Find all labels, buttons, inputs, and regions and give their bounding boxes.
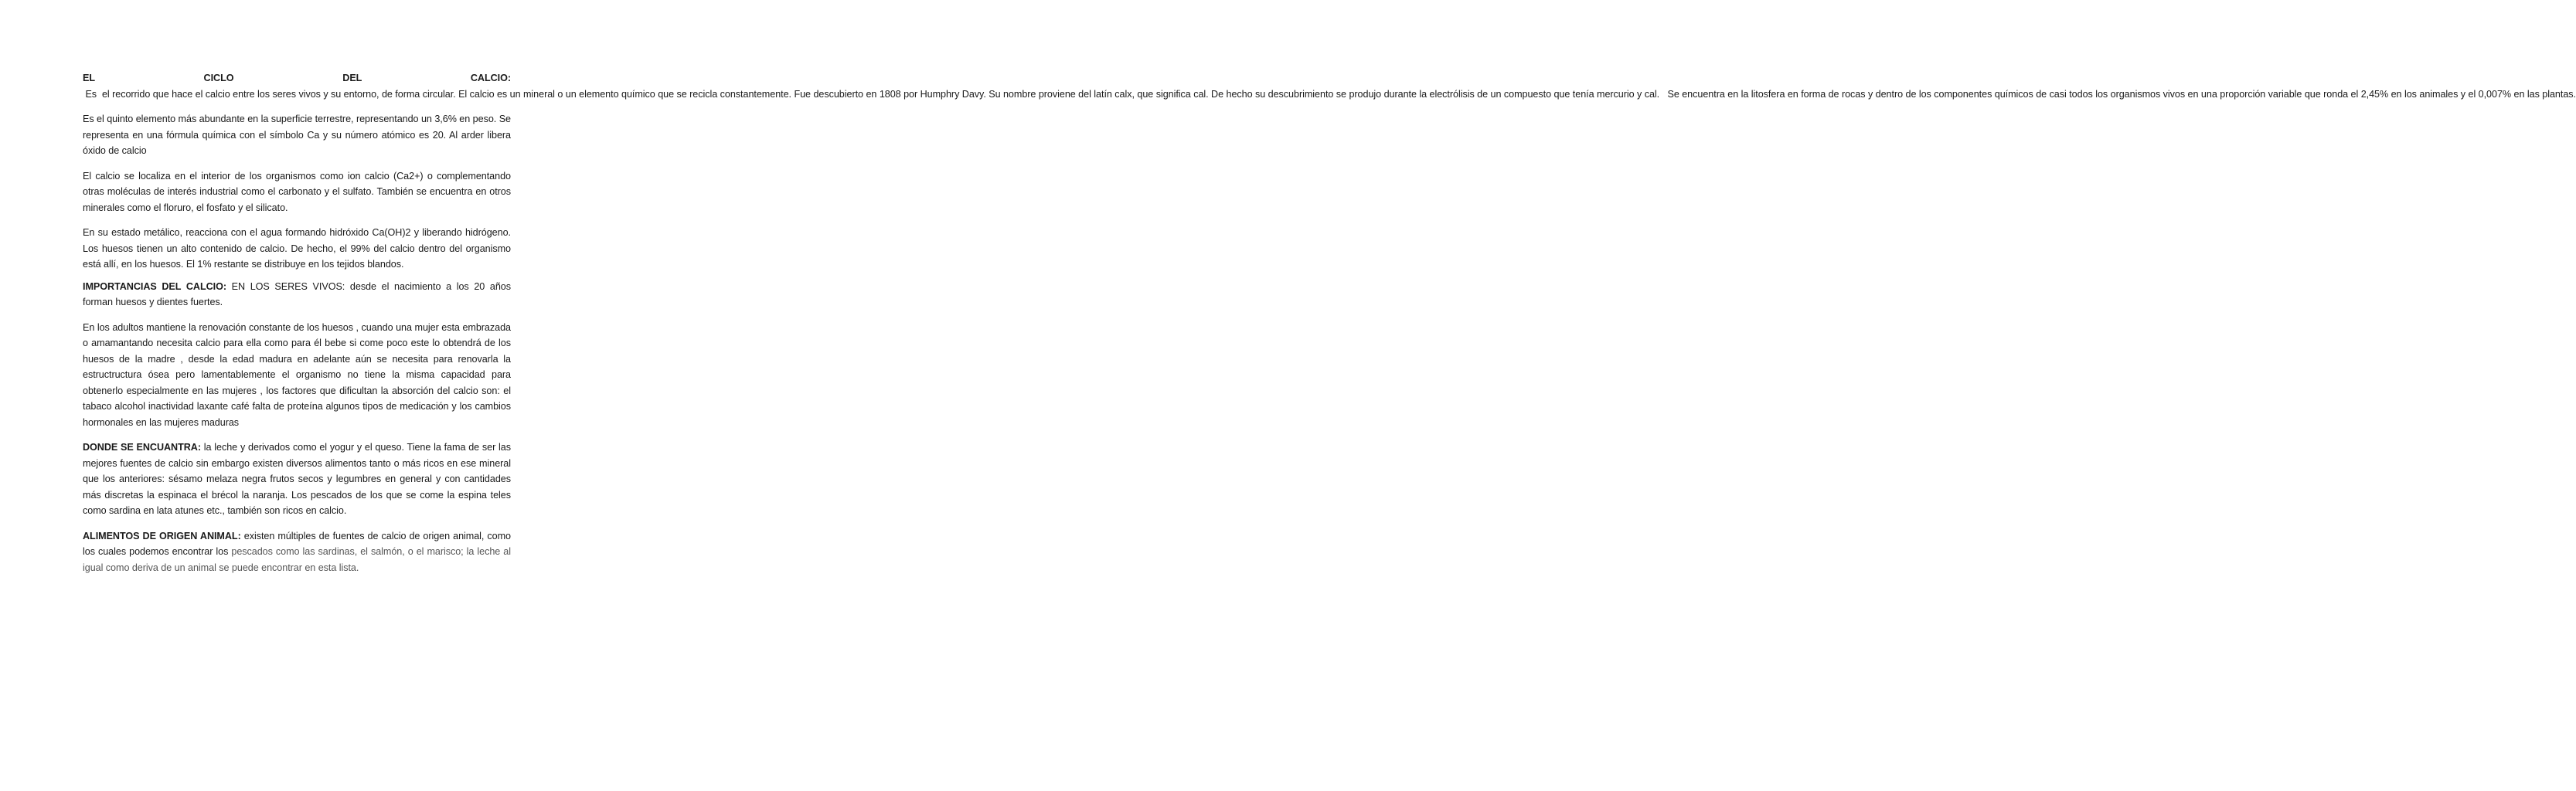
paragraph-text: En los adultos mantiene la renovación constante de los huesos , cuando una mujer esta embrazada o amamantando necesita calcio para ella como para él bebe si come poco este lo obtendrá de los huesos de la madre , desde la edad madura en adelante aún se necesita para renovarla la estructructura ósea pero lamentablemente el organismo no tiene la misma capacidad para obtenerlo especialmente en las mujeres , los factores que dificultan la absorción del calcio son: el tabaco alcohol inactividad laxante café falta de proteína algunos tipos de medicación y los cambios hormonales en las mujeres maduras: [83, 321, 511, 428]
paragraph-text: En su estado metálico, reacciona con el agua formando hidróxido Ca(OH)2 y liberando hidrógeno. Los huesos tienen un alto contenido de calcio. De hecho, el 99% del calcio dentro del organismo está allí, en los huesos. El 1% restante se distribuye en los tejidos blandos.: [83, 227, 511, 270]
section-heading-importancias: IMPORTANCIAS DEL CALCIO:: [83, 280, 226, 292]
paragraph-alimentos-origen-animal: [83, 528, 511, 576]
paragraph-text: EN LOS SERES VIVOS: desde el nacimiento a los 20 años forman huesos y dientes fuertes.: [83, 280, 511, 307]
section-heading-ciclo: EL CICLO DEL CALCIO:: [83, 73, 511, 83]
paragraph-adultos: [83, 320, 511, 431]
section-heading-alimentos: ALIMENTOS DE ORIGEN ANIMAL:: [83, 530, 241, 541]
paragraph-text-muted: pescados como las sardinas, el salmón, o el marisco; la leche al igual como deriva de un animal se puede encontrar en esta lista.: [83, 546, 511, 573]
paragraph-ciclo-del-calcio: [83, 70, 2576, 102]
paragraph-importancias: [83, 279, 511, 311]
paragraph-quinto-elemento: [83, 111, 511, 159]
document-body: [83, 70, 2576, 585]
paragraph-text: existen múltiples de fuentes de calcio de origen animal, como los cuales podemos encontrar los: [83, 530, 512, 557]
paragraph-text: Es el quinto elemento más abundante en la superficie terrestre, representando un 3,6% en peso. Se representa en una fórmula química con el símbolo Ca y su número atómico es 20. Al arder libera óxido de calcio: [83, 114, 511, 156]
paragraph-donde-se-encuentra: [83, 440, 511, 519]
paragraph-text: Es el recorrido que hace el calcio entre los seres vivos y su entorno, de forma circular. El calcio es un mineral o un elemento químico que se recicla constantemente. Fue descubierto en 1808 por Humphry Davy. Su nombre proviene del latín calx, que significa cal. De hecho su descubrimiento se produjo durante la electrólisis de un compuesto que tenía mercurio y cal. Se encuentra en la litosfera en forma de rocas y dentro de los componentes químicos de casi todos los organismos vivos en una proporción variable que ronda el 2,45% en los animales y el 0,007% en las plantas.: [83, 88, 2576, 100]
paragraph-estado-metalico: [83, 225, 511, 273]
paragraph-text: la leche y derivados como el yogur y el queso. Tiene la fama de ser las mejores fuentes de calcio sin embargo existen diversos alimentos tanto o más ricos en ese mineral que los anteriores: sésamo melaza negra frutos secos y legumbres en general y con cantidades más discretas la espinaca el brécol la naranja. Los pescados de los que se come la espina teles como sardina en lata atunes etc., también son ricos en calcio.: [83, 442, 511, 516]
section-heading-donde: DONDE SE ENCUANTRA:: [83, 442, 201, 453]
paragraph-text: El calcio se localiza en el interior de los organismos como ion calcio (Ca2+) o complementando otras moléculas de interés industrial como el carbonato y el sulfato. También se encuentra en otros minerales como el floruro, el fosfato y el silicato.: [83, 170, 511, 213]
paragraph-ion-calcio: [83, 168, 511, 216]
